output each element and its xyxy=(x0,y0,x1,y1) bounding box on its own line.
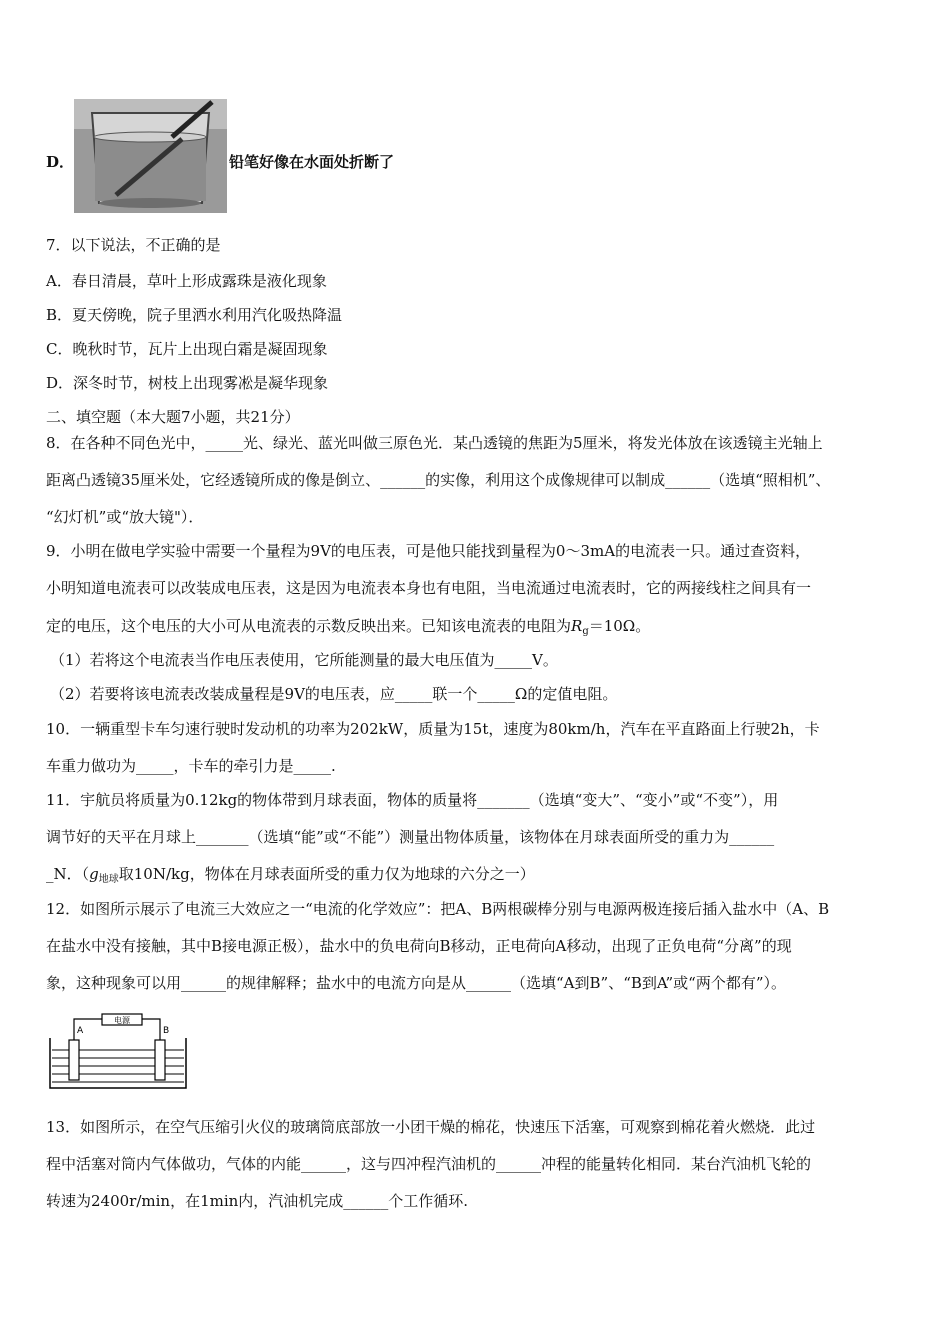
resistance-subscript: g xyxy=(582,626,589,637)
option-d-letter: D． xyxy=(46,153,75,171)
q9-part-2: （2）若要将该电流表改装成量程是9V的电压表，应_____联一个_____Ω的定值电阻。 xyxy=(50,685,618,703)
carbon-rod-a xyxy=(69,1040,79,1080)
electrolysis-diagram xyxy=(46,1012,191,1090)
q10-line-2: 车重力做功为_____，卡车的牵引力是_____. xyxy=(46,757,336,775)
q8-line-2: 距离凸透镜35厘米处，它经透镜所成的像是倒立、______的实像，利用这个成像规律可以制成______（选填“照相机”、 xyxy=(46,471,831,489)
q11-line-3-rest: 取10N/kg，物体在月球表面所受的重力仅为地球的六分之一） xyxy=(118,865,535,883)
q11-line-1: 11．宇航员将质量为0.12kg的物体带到月球表面，物体的质量将_______（选填“变大”、“变小”或“不变”），用 xyxy=(46,791,779,809)
q8-line-1: 8．在各种不同色光中，_____光、绿光、蓝光叫做三原色光．某凸透镜的焦距为5厘米，将发光体放在该透镜主光轴上 xyxy=(46,434,823,452)
q7-option-c: C．晚秋时节，瓦片上出现白霜是凝固现象 xyxy=(46,340,328,358)
rod-b-label: B xyxy=(163,1026,170,1036)
q13-line-1: 13．如图所示，在空气压缩引火仪的玻璃筒底部放一小团干燥的棉花，快速压下活塞，可观察到棉花着火燃烧．此过 xyxy=(46,1118,816,1136)
option-d-caption: 铅笔好像在水面处折断了 xyxy=(229,153,395,171)
q9-line-1: 9．小明在做电学实验中需要一个量程为9V的电压表，可是他只能找到量程为0～3mA的电流表一只。通过查资料， xyxy=(46,542,811,560)
resistance-symbol: R xyxy=(571,617,583,635)
q12-line-3: 象，这种现象可以用______的规律解释；盐水中的电流方向是从______（选填“A到B”、“B到A”或“两个都有”）。 xyxy=(46,974,787,992)
section-heading: 二、填空题（本大题7小题，共21分） xyxy=(46,408,300,426)
q11-line-2: 调节好的天平在月球上_______（选填“能”或“不能”）测量出物体质量，该物体在月球表面所受的重力为______ xyxy=(46,828,775,846)
q9-line-3 xyxy=(46,616,650,642)
gravity-subscript: 地球 xyxy=(98,874,119,885)
q7-stem: 7．以下说法，不正确的是 xyxy=(46,236,221,254)
q7-option-d: D．深冬时节，树枝上出现雾凇是凝华现象 xyxy=(46,374,329,392)
q7-option-b: B．夏天傍晚，院子里洒水利用汽化吸热降温 xyxy=(46,306,343,324)
gravity-symbol: g xyxy=(89,865,99,883)
q9-line-2: 小明知道电流表可以改装成电压表，这是因为电流表本身也有电阻，当电流通过电流表时，它的两接线柱之间具有一 xyxy=(46,579,812,597)
q12-line-2: 在盐水中没有接触，其中B接电源正极），盐水中的负电荷向B移动，正电荷向A移动，出现了正负电荷“分离”的现 xyxy=(46,937,792,955)
q9-line-3-text: 定的电压，这个电压的大小可从电流表的示数反映出来。已知该电流表的电阻为 xyxy=(46,617,572,635)
carbon-rod-b xyxy=(155,1040,165,1080)
q9-line-3-value: ＝10Ω。 xyxy=(588,617,651,635)
q7-option-a: A．春日清晨，草叶上形成露珠是液化现象 xyxy=(46,272,327,290)
pencil-in-water-image xyxy=(74,99,227,213)
q13-line-2: 程中活塞对筒内气体做功，气体的内能______，这与四冲程汽油机的______冲程的能量转化相同．某台汽油机飞轮的 xyxy=(46,1155,812,1173)
rod-a-label: A xyxy=(77,1026,84,1036)
q8-line-3: “幻灯机”或“放大镜"）． xyxy=(46,508,204,526)
q12-line-1: 12．如图所示展示了电流三大效应之一“电流的化学效应”：把A、B两根碳棒分别与电源两极连接后插入盐水中（A、B xyxy=(46,900,830,918)
q11-line-3 xyxy=(46,864,535,890)
q9-part-1: （1）若将这个电流表当作电压表使用，它所能测量的最大电压值为_____V。 xyxy=(50,651,558,669)
q10-line-1: 10．一辆重型卡车匀速行驶时发动机的功率为202kW，质量为15t，速度为80km/h，汽车在平直路面上行驶2h，卡 xyxy=(46,720,820,738)
q11-line-3-start: _N．（ xyxy=(46,865,90,883)
q13-line-3: 转速为2400r/min，在1min内，汽油机完成______个工作循环. xyxy=(46,1192,469,1210)
power-source-label: 电源 xyxy=(114,1016,130,1025)
